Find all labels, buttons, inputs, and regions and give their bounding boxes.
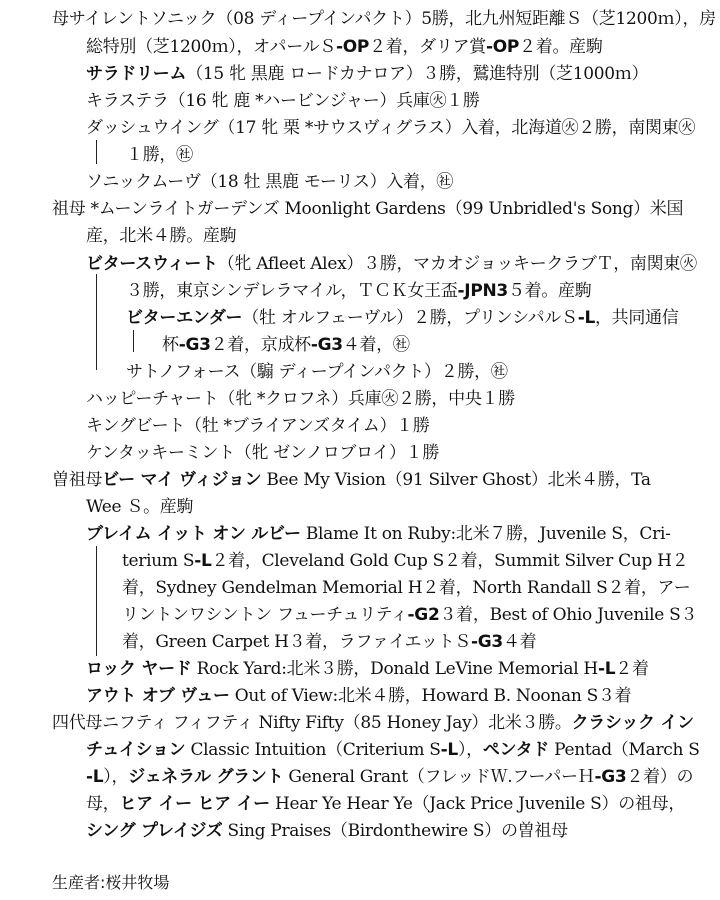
dam-line-1 <box>52 9 716 29</box>
text: ３着，Best of Ohio Juvenile S３ <box>439 605 698 625</box>
horse-name: サラドリーム <box>86 64 187 84</box>
text: 曽祖母 <box>52 470 103 490</box>
bitterender-line-2 <box>162 335 700 355</box>
kentucky-mint <box>86 443 700 463</box>
dam-text: 母サイレントソニック（08 ディープインパクト）5勝，北九州短距離Ｓ（芝1200ｍ），房 <box>52 9 716 29</box>
tree-connector <box>96 140 97 164</box>
text: ３勝，東京シンデレラマイル，ＴＣＫ女王盃 <box>126 281 458 301</box>
rock-yard <box>86 659 700 679</box>
happy-chart <box>86 389 700 409</box>
horse-name: ビー マイ ヴィジョン <box>102 470 262 490</box>
grade-badge: -G3 <box>594 767 627 787</box>
text: Blame It on Ruby:北米７勝，Juvenile S，Cri- <box>300 524 671 544</box>
horse-name: ヒア イー ヒア イー <box>119 794 270 814</box>
grade-badge: -JPN3 <box>457 281 508 301</box>
text: ダッシュウイング（17 牝 栗 *サウスヴィグラス）入着，北海道㊋２勝，南関東㊋ <box>86 118 696 138</box>
dam-child-3-cont <box>126 145 700 165</box>
second-dam-line-1 <box>52 199 700 219</box>
blame-it-line-1 <box>86 524 700 544</box>
text: ４着，㊓ <box>342 335 410 355</box>
text: （15 牝 黒鹿 ロードカナロア）３勝，鷲進特別（芝1000ｍ） <box>186 64 649 84</box>
out-of-view <box>86 686 700 706</box>
second-dam-line-2 <box>86 226 700 246</box>
fourth-dam-line-2 <box>86 740 700 760</box>
horse-name: ブレイム イット オン ルビー <box>86 524 301 544</box>
grade-badge: -OP <box>335 37 370 57</box>
text: Out of View:北米４勝，Howard B. Noonan S３着 <box>229 686 632 706</box>
bittersweet-line-2 <box>126 281 700 301</box>
text: Hear Ye Hear Ye（Jack Price Juvenile S）の祖母， <box>269 794 686 814</box>
grade-badge: -G3 <box>310 335 343 355</box>
text: （牝 Afleet Alex）３勝，マカオジョッキークラブＴ，南関東㊋ <box>217 254 697 274</box>
fourth-dam-line-4 <box>86 794 700 814</box>
text: Wee Ｓ。産駒 <box>86 497 194 517</box>
text: ４着 <box>502 632 537 652</box>
text: 祖母 *ムーンライトガーデンズ Moonlight Gardens（99 Unbridled's Song）米国 <box>52 199 684 219</box>
text: ソニックムーヴ（18 牡 黒鹿 モーリス）入着，㊓ <box>86 172 454 192</box>
text: 着，Sydney Gendelman Memorial H２着，North Randall S２着，アー <box>122 578 691 598</box>
text: １勝，㊓ <box>126 145 193 165</box>
third-dam-line-1 <box>52 470 700 490</box>
dam-child-2 <box>86 91 700 111</box>
text: Bee My Vision（91 Silver Ghost）北米４勝，Ta <box>261 470 651 490</box>
grade-badge: -L <box>597 659 616 679</box>
grade-badge: -G3 <box>471 632 503 652</box>
blame-it-line-3 <box>122 578 700 598</box>
tree-connector <box>96 274 97 370</box>
grade-badge: -L <box>440 740 458 760</box>
text: （牡 オルフェーヴル）２勝，プリンシパルＳ <box>242 308 578 328</box>
grade-badge: -L <box>577 308 595 328</box>
grade-badge: -L <box>194 551 212 571</box>
grade-badge: -G2 <box>407 605 440 625</box>
blame-it-line-4 <box>122 605 700 625</box>
text: 着，Green Carpet H３着，ラファイエットＳ <box>122 632 471 652</box>
blame-it-line-5 <box>122 632 700 652</box>
text: General Grant（フレッドＷ.フーパーＨ <box>283 767 595 787</box>
text: リントンワシントン フューチュリティ <box>122 605 408 625</box>
text: ２着，京成杯 <box>210 335 311 355</box>
text: ５着。産駒 <box>507 281 592 301</box>
bittersweet-line-1 <box>86 254 700 274</box>
horse-name: ビタースウィート <box>86 254 218 274</box>
tree-connector <box>96 546 97 656</box>
breeder-label: 生産者:桜井牧場 <box>52 873 170 892</box>
fourth-dam-line-5 <box>86 821 700 841</box>
text: ）， <box>103 767 129 787</box>
horse-name: ロック ヤード <box>86 659 192 679</box>
dam-child-3 <box>86 118 700 138</box>
horse-name: チュイション <box>86 740 186 760</box>
horse-name: ビターエンダー <box>126 308 243 328</box>
text: Pentad（March S <box>548 740 700 760</box>
text: ，共同通信 <box>594 308 679 328</box>
text: Classic Intuition（Criterium S <box>185 740 441 760</box>
grade-badge: -G3 <box>178 335 211 355</box>
horse-name: ジェネラル グラント <box>128 767 284 787</box>
grade-badge: -L <box>86 767 104 787</box>
text: ２着，ダリア賞 <box>369 37 486 57</box>
text: サトノフォース（騸 ディープインパクト）２勝，㊓ <box>126 362 508 382</box>
text: ハッピーチャート（牝 *クロフネ）兵庫㊋２勝，中央１勝 <box>86 389 515 409</box>
dam-line-2 <box>86 37 700 57</box>
bitterender-line-1 <box>126 308 700 328</box>
text: 四代母ニフティ フィフティ Nifty Fifty（85 Honey Jay）北米３勝。 <box>52 713 572 733</box>
fourth-dam-line-1 <box>52 713 700 733</box>
grade-badge: -OP <box>485 37 520 57</box>
horse-name: シング プレイジズ <box>86 821 223 841</box>
fourth-dam-line-3 <box>86 767 700 787</box>
text: terium S <box>122 551 195 571</box>
horse-name: アウト オブ ヴュー <box>86 686 230 706</box>
text: 杯 <box>162 335 179 355</box>
third-dam-line-2 <box>86 497 700 517</box>
text: ２着。産駒 <box>519 37 603 57</box>
text: キングビート（牡 *ブライアンズタイム）１勝 <box>86 416 430 436</box>
text: Sing Praises（Birdonthewire S）の曽祖母 <box>222 821 568 841</box>
horse-name: ペンタド <box>482 740 549 760</box>
tree-connector <box>133 330 134 352</box>
satono-force <box>126 362 700 382</box>
text: ２着）の <box>626 767 694 787</box>
text: Rock Yard:北米３勝，Donald LeVine Memorial H <box>191 659 598 679</box>
text: キラステラ（16 牝 鹿 *ハービンジャー）兵庫㊋１勝 <box>86 91 480 111</box>
text: ケンタッキーミント（牝 ゼンノロブロイ）１勝 <box>86 443 440 463</box>
text: 母， <box>86 794 120 814</box>
dam-child-4 <box>86 172 700 192</box>
blame-it-line-2 <box>122 551 700 571</box>
text: ）， <box>457 740 483 760</box>
text: ２着，Cleveland Gold Cup S２着，Summit Silver Cup H２ <box>211 551 689 571</box>
text: 産，北米４勝。産駒 <box>86 226 237 246</box>
horse-name: クラシック イン <box>571 713 694 733</box>
king-beat <box>86 416 700 436</box>
dam-child-1 <box>86 64 700 84</box>
text: ２着 <box>615 659 649 679</box>
text: 総特別（芝1200ｍ），オパールＳ <box>86 37 336 57</box>
